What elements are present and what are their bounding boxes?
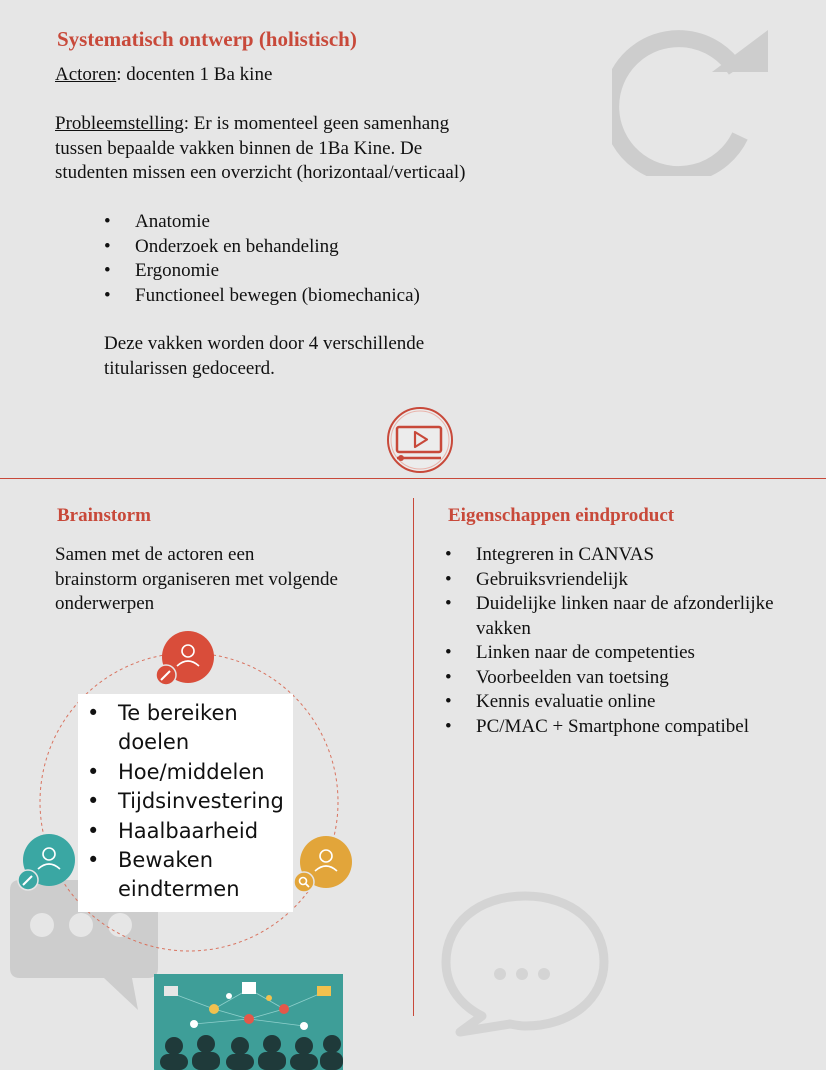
intro-line: onderwerpen xyxy=(55,593,155,614)
video-player-icon xyxy=(385,405,455,475)
vakken-list xyxy=(104,210,420,308)
brainstorm-intro xyxy=(55,543,338,617)
magnifier-icon xyxy=(293,871,315,893)
intro-line: brainstorm organiseren met volgende xyxy=(55,568,338,590)
brainstorm-title: Brainstorm xyxy=(57,505,151,526)
actoren-value: : docenten 1 Ba kine xyxy=(116,64,273,85)
actoren-line xyxy=(55,63,272,88)
network-illustration xyxy=(154,974,343,1070)
list-item: • Ergonomie xyxy=(104,259,420,284)
probleem-line: tussen bepaalde vakken binnen de 1Ba Kine. De xyxy=(55,137,423,159)
actoren-label: Actoren xyxy=(55,64,117,85)
probleem-line: studenten missen een overzicht (horizontaal/verticaal) xyxy=(55,162,466,183)
intro-line: Samen met de actoren een xyxy=(55,544,255,565)
list-item: • PC/MAC + Smartphone compatibel xyxy=(445,715,815,740)
list-item: • Tijdsinvestering xyxy=(87,787,284,816)
eindproduct-list xyxy=(445,543,815,739)
list-item: • Functioneel bewegen (biomechanica) xyxy=(104,284,420,309)
list-item: • Anatomie xyxy=(104,210,420,235)
closing-line: Deze vakken worden door 4 verschillende xyxy=(104,333,425,354)
list-item: • Voorbeelden van toetsing xyxy=(445,666,815,691)
probleemstelling xyxy=(55,112,515,186)
topics-list xyxy=(87,699,284,905)
section-title: Systematisch ontwerp (holistisch) xyxy=(57,27,357,51)
list-item: • Haalbaarheid xyxy=(87,817,284,846)
section-divider xyxy=(0,478,826,479)
list-item: • Bewaken eindtermen xyxy=(87,846,284,905)
speech-bubble-icon xyxy=(438,888,613,1038)
column-divider xyxy=(413,498,414,1016)
list-item: • Gebruiksvriendelijk xyxy=(445,568,815,593)
brainstorm-topics-box xyxy=(78,694,293,912)
pencil-icon xyxy=(155,664,177,686)
actor-node-red xyxy=(161,630,215,684)
eindproduct-title: Eigenschappen eindproduct xyxy=(448,505,675,526)
list-item: • Integreren in CANVAS xyxy=(445,543,815,568)
list-item: • Onderzoek en behandeling xyxy=(104,235,420,260)
list-item: • Te bereiken doelen xyxy=(87,699,284,758)
list-item: • Linken naar de competenties xyxy=(445,641,815,666)
probleem-label: Probleemstelling xyxy=(55,113,184,134)
actor-node-yellow xyxy=(299,835,353,889)
probleem-line: : Er is momenteel geen samenhang xyxy=(183,113,450,134)
refresh-icon xyxy=(612,24,777,176)
actor-node-teal xyxy=(22,833,76,887)
closing-line: titularissen gedoceerd. xyxy=(104,357,275,379)
closing-text xyxy=(104,332,424,381)
list-item: • Duidelijke linken naar de afzonderlijke vakken xyxy=(445,592,815,641)
list-item: • Hoe/middelen xyxy=(87,758,284,787)
pencil-icon xyxy=(17,869,39,891)
list-item: • Kennis evaluatie online xyxy=(445,690,815,715)
